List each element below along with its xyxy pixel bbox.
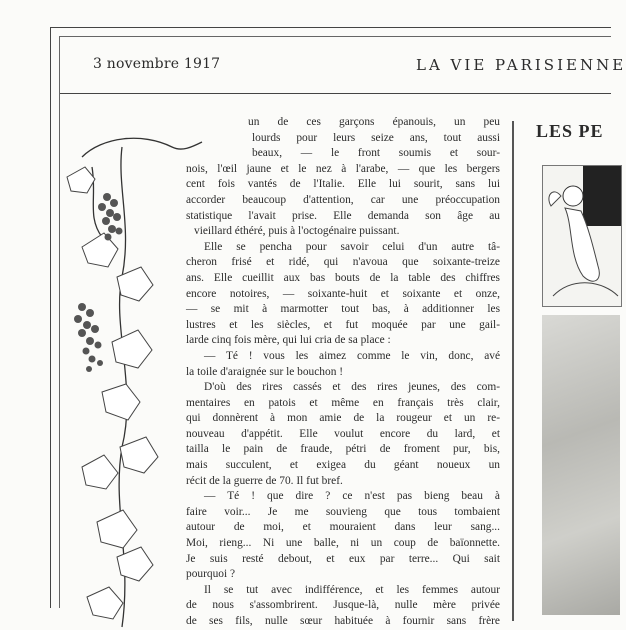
article-line: autour de moi, et mouraient dans leur sang... <box>186 521 500 534</box>
article-line: mentaires en patois et même en français très clair, <box>186 396 500 409</box>
article-line: lustres et les siècles, et fut moquée par une gail- <box>186 318 500 331</box>
article-column <box>156 115 500 630</box>
page-inner-frame <box>59 36 626 627</box>
issue-date: 3 novembre 1917 <box>93 56 221 72</box>
cherub-illustration <box>542 165 622 307</box>
article-line: récit de la guerre de 70. Il fut bref. <box>186 474 343 487</box>
article-line: nois, l'œil jaune et le nez à l'arabe, — que les bergers <box>186 162 500 175</box>
masthead: LA VIE PARISIENNE <box>416 56 626 74</box>
article-line: Il se tut avec indifférence, et les femmes autour <box>204 583 500 596</box>
article-line: faire voir... Je me souvieng que tous tombaient <box>186 505 500 518</box>
painting-illustration <box>542 315 620 615</box>
article-line: de ses fils, nulle sœur habituée à fournir sans frère <box>186 615 500 627</box>
article-line: lourds pour leurs seize ans, tout aussi <box>252 131 500 144</box>
article-line: ans. Elle cueillit aux bas bouts de la table des chiffres <box>186 271 500 284</box>
article-line: cheron frisé et ridé, qui n'avoua que soixante-treize <box>186 256 500 269</box>
article-line: larde cinq fois mère, qui lui cria de sa place : <box>186 334 391 347</box>
article-line: statistique l'avait prise. Elle demanda son âge au <box>186 209 500 222</box>
article-line: la toile d'araignée sur le bouchon ! <box>186 365 344 378</box>
article-line: un de ces garçons épanouis, un peu <box>248 116 500 128</box>
article-line: — Té ! que dire ? ce n'est pas bieng beau à <box>204 490 500 503</box>
article-line: de nous s'assombrirent. Jusque-là, nulle mère privée <box>186 599 500 612</box>
article-line: accorder beaucoup d'attention, car une préoccupation <box>186 193 500 206</box>
article-line: vieillard éthéré, puis à l'octogénaire puissant. <box>194 225 400 238</box>
article-line: — Té ! vous les aimez comme le vin, donc, avé <box>204 349 500 362</box>
article-line: — se mit à marmotter tout bas, à additionner les <box>186 303 500 316</box>
article-line: mais succulent, et exigea du géant noueux un <box>186 459 500 472</box>
article-line: Moi, rieng... Ni une balle, ni un coup de baïonnette. <box>186 537 500 550</box>
article-line: Je suis resté debout, et eux par terre... Qui sait <box>186 552 500 565</box>
page-header <box>60 37 626 94</box>
article-line: pourquoi ? <box>186 568 236 581</box>
article-line: Elle se pencha pour savoir celui d'un autre tâ- <box>204 240 500 253</box>
article-line: D'où des rires cassés et des rires jeunes, des com- <box>204 381 500 394</box>
article-line: cent fois vantés de l'Italie. Elle lui sourit, sans lui <box>186 178 500 191</box>
article-line: qui donnèrent à mon amie de la rougeur et un re- <box>186 412 500 425</box>
article-line: beaux, — le front soumis et sour- <box>252 147 500 160</box>
right-column-title: LES PE <box>536 121 604 141</box>
column-divider <box>512 121 514 621</box>
article-line: tailla le pain de fraude, pétri de froment pur, bis, <box>186 443 500 456</box>
article-line: encore notoires, — soixante-huit et soixante et onze, <box>186 287 500 300</box>
page-frame <box>50 27 626 627</box>
article-line: nouveau d'appétit. Elle voulut encore du lard, et <box>186 427 500 440</box>
